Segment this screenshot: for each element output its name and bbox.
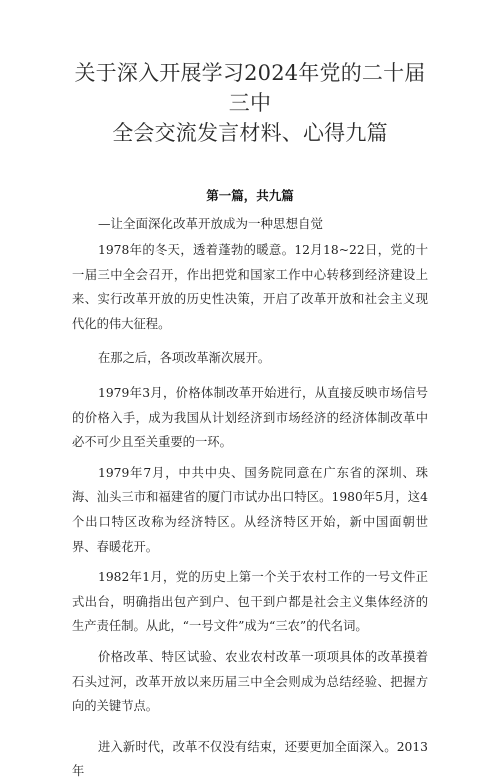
paragraph-5: 1982年1月，党的历史上第一个关于农村工作的一号文件正式出台，明确指出包产到户、包干到户都是社会主义集体经济的生产责任制。从此，“一号文件”成为“三农”的代名词。 (72, 570, 428, 634)
section-subtitle: —让全面深化改革开放成为一种思想自觉 (98, 216, 324, 231)
paragraph-7: 进入新时代，改革不仅没有结束，还要更加全面深入。2013年 (72, 739, 428, 779)
paragraph-4: 1979年7月，中共中央、国务院同意在广东省的深圳、珠海、汕头三市和福建省的厦门市试办出口特区。1980年5月，这4个出口特区改称为经济特区。从经济特区开始，新中国面朝世界、春暖花开。 (72, 465, 428, 554)
title-line-2: 全会交流发言材料、心得九篇 (112, 121, 388, 145)
title-line-1: 关于深入开展学习2024年党的二十届三中 (74, 61, 426, 115)
paragraph-6: 价格改革、特区试验、农业农村改革一项项具体的改革摸着石头过河，改革开放以来历届三中全会则成为总结经验、把握方向的关键节点。 (72, 649, 428, 714)
document-title (72, 58, 428, 148)
paragraph-2: 在那之后，各项改革渐次展开。 (98, 351, 271, 366)
paragraph-1: 1978年的冬天，透着蓬勃的暖意。12月18~22日，党的十一届三中全会召开，作出把党和国家工作中心转移到经济建设上来、实行改革开放的历史性决策，开启了改革开放和社会主义现代化的伟大征程。 (72, 243, 428, 331)
paragraph-3: 1979年3月，价格体制改革开始进行，从直接反映市场信号的价格入手，成为我国从计划经济到市场经济的经济体制改革中必不可少且至关重要的一环。 (72, 385, 428, 450)
section-title: 第一篇，共九篇 (206, 188, 294, 203)
